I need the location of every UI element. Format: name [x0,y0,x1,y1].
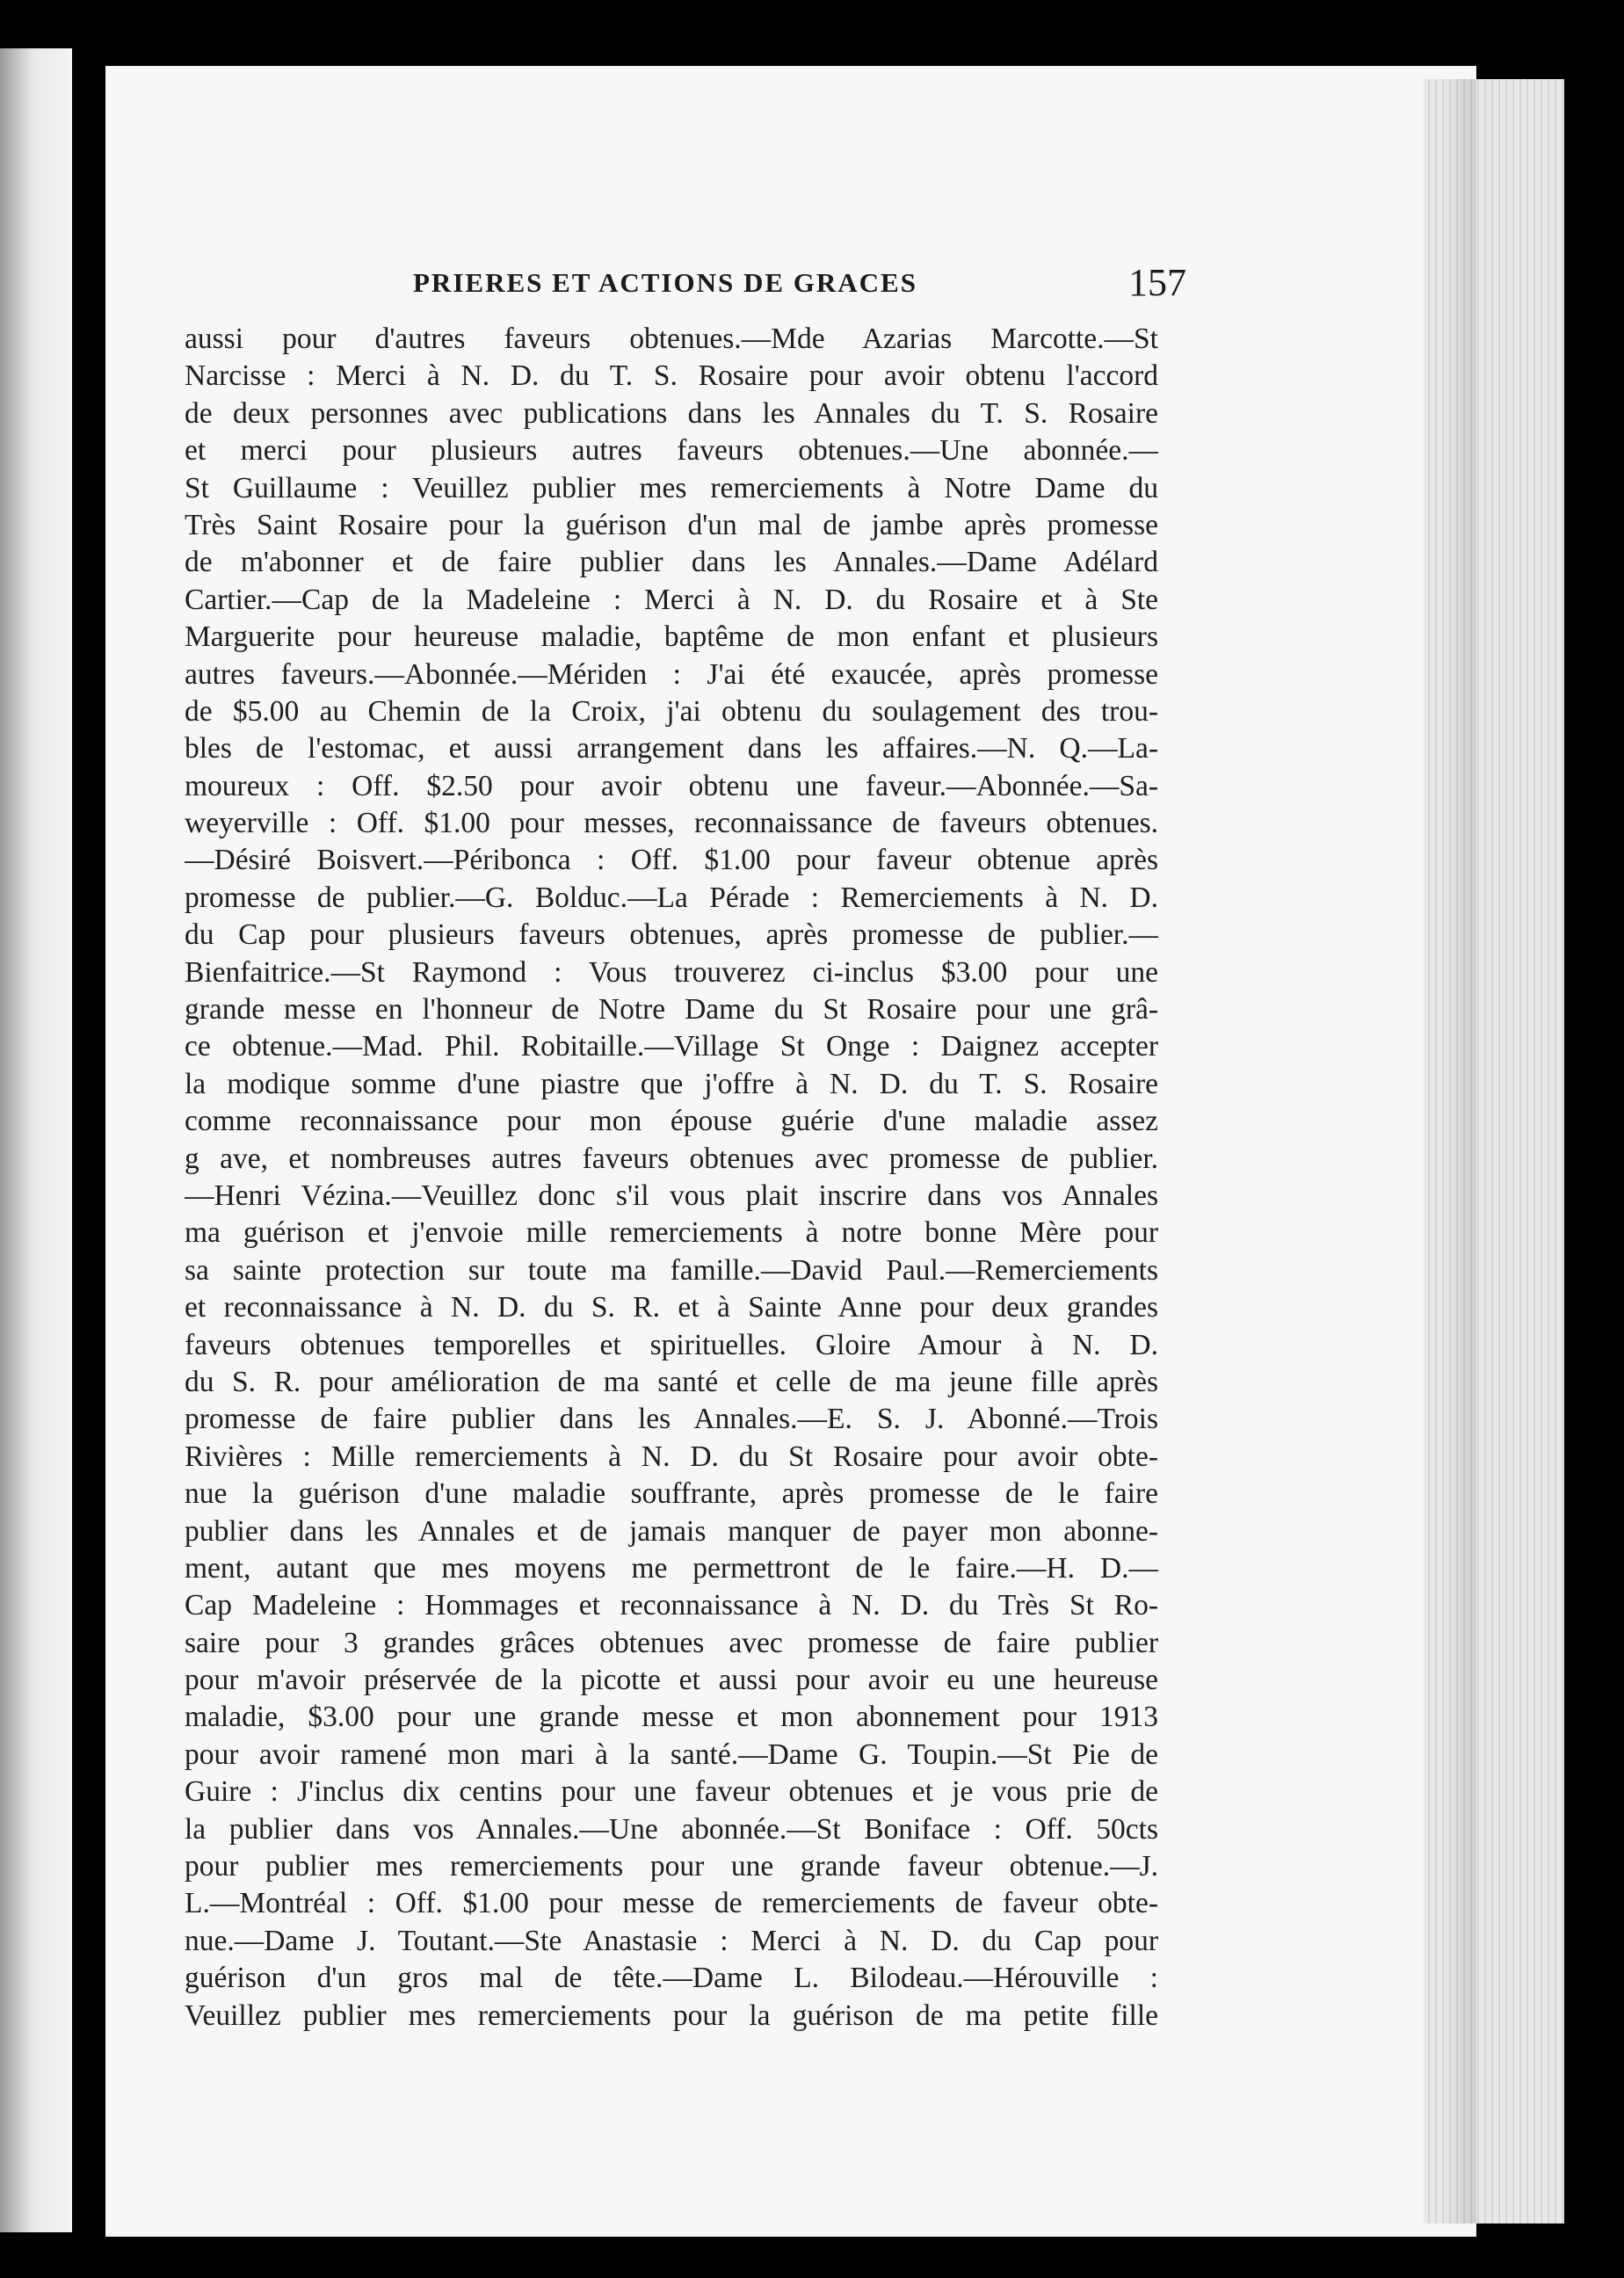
text-line: Bienfaitrice.—St Raymond : Vous trouverez ci-inclus $3.00 pour une [185,955,1158,989]
text-line: la publier dans vos Annales.—Une abonnée.—St Boniface : Off. 50cts [185,1812,1158,1846]
text-line: Cap Madeleine : Hommages et reconnaissance à N. D. du Très St Ro- [185,1589,1158,1622]
text-line: Narcisse : Merci à N. D. du T. S. Rosaire pour avoir obtenu l'accord [185,359,1158,393]
text-line: St Guillaume : Veuillez publier mes remerciements à Notre Dame du [185,471,1158,504]
text-line: Cartier.—Cap de la Madeleine : Merci à N. D. du Rosaire et à Ste [185,583,1158,616]
text-line: publier dans les Annales et de jamais manquer de payer mon abonne- [185,1514,1158,1548]
text-line: nue.—Dame J. Toutant.—Ste Anastasie : Merci à N. D. du Cap pour [185,1924,1158,1957]
text-line: autres faveurs.—Abonnée.—Mériden : J'ai été exaucée, après promesse [185,657,1158,691]
text-line: —Désiré Boisvert.—Péribonca : Off. $1.00 pour faveur obtenue après [185,844,1158,877]
text-line: L.—Montréal : Off. $1.00 pour messe de remerciements de faveur obte- [185,1887,1158,1920]
text-line: promesse de faire publier dans les Annales.—E. S. J. Abonné.—Trois [185,1403,1158,1436]
page-number: 157 [1128,261,1186,304]
text-line: comme reconnaissance pour mon épouse guérie d'une maladie assez [185,1105,1158,1138]
text-line: ma guérison et j'envoie mille remerciements à notre bonne Mère pour [185,1216,1158,1250]
running-title: PRIERES ET ACTIONS DE GRACES [413,267,917,298]
text-line: pour m'avoir préservée de la picotte et aussi pour avoir eu une heureuse [185,1664,1158,1697]
text-line: promesse de publier.—G. Bolduc.—La Pérade : Remerciements à N. D. [185,881,1158,914]
text-line: la modique somme d'une piastre que j'offre à N. D. du T. S. Rosaire [185,1067,1158,1100]
text-line: Guire : J'inclus dix centins pour une faveur obtenues et je vous prie de [185,1775,1158,1809]
text-line: aussi pour d'autres faveurs obtenues.—Mde Azarias Marcotte.—St [185,323,1158,355]
left-page-edge [0,48,72,2232]
text-line: pour avoir ramené mon mari à la santé.—Dame G. Toupin.—St Pie de [185,1738,1158,1771]
page-header [413,260,1186,313]
text-line: pour publier mes remerciements pour une grande faveur obtenue.—J. [185,1850,1158,1883]
text-line: maladie, $3.00 pour une grande messe et mon abonnement pour 1913 [185,1701,1158,1734]
text-line: Très Saint Rosaire pour la guérison d'un mal de jambe après promesse [185,508,1158,541]
text-line: de m'abonner et de faire publier dans les Annales.—Dame Adélard [185,546,1158,579]
text-line: moureux : Off. $2.50 pour avoir obtenu une faveur.—Abonnée.—Sa- [185,769,1158,802]
text-line: —Henri Vézina.—Veuillez donc s'il vous plait inscrire dans vos Annales [185,1179,1158,1212]
text-line: Marguerite pour heureuse maladie, baptême de mon enfant et plusieurs [185,620,1158,654]
text-line: weyerville : Off. $1.00 pour messes, reconnaissance de faveurs obtenues. [185,807,1158,840]
page-shadow [1441,79,1476,2224]
text-line: du Cap pour plusieurs faveurs obtenues, après promesse de publier.— [185,918,1158,952]
text-line: ment, autant que mes moyens me permettront de le faire.—H. D.— [185,1551,1158,1585]
text-line: ce obtenue.—Mad. Phil. Robitaille.—Village St Onge : Daignez accepter [185,1030,1158,1063]
text-line: bles de l'estomac, et aussi arrangement dans les affaires.—N. Q.—La- [185,732,1158,765]
text-line: de $5.00 au Chemin de la Croix, j'ai obtenu du soulagement des trou- [185,694,1158,728]
text-line: faveurs obtenues temporelles et spirituelles. Gloire Amour à N. D. [185,1328,1158,1361]
text-line: nue la guérison d'une maladie souffrante, après promesse de le faire [185,1477,1158,1511]
text-line: g ave, et nombreuses autres faveurs obtenues avec promesse de publier. [185,1142,1158,1175]
text-line: Rivières : Mille remerciements à N. D. du St Rosaire pour avoir obte- [185,1440,1158,1473]
text-line: de deux personnes avec publications dans les Annales du T. S. Rosaire [185,396,1158,430]
text-line: guérison d'un gros mal de tête.—Dame L. Bilodeau.—Hérouville : [185,1962,1158,1995]
text-line: et merci pour plusieurs autres faveurs obtenues.—Une abonnée.— [185,434,1158,468]
text-line: et reconnaissance à N. D. du S. R. et à Sainte Anne pour deux grandes [185,1291,1158,1324]
body-text [185,321,1158,2035]
text-line: saire pour 3 grandes grâces obtenues avec promesse de faire publier [185,1626,1158,1659]
text-line: Veuillez publier mes remerciements pour la guérison de ma petite fille [185,1999,1158,2032]
text-line: grande messe en l'honneur de Notre Dame du St Rosaire pour une grâ- [185,993,1158,1027]
text-line: du S. R. pour amélioration de ma santé et celle de ma jeune fille après [185,1365,1158,1398]
text-line: sa sainte protection sur toute ma famille.—David Paul.—Remerciements [185,1253,1158,1287]
